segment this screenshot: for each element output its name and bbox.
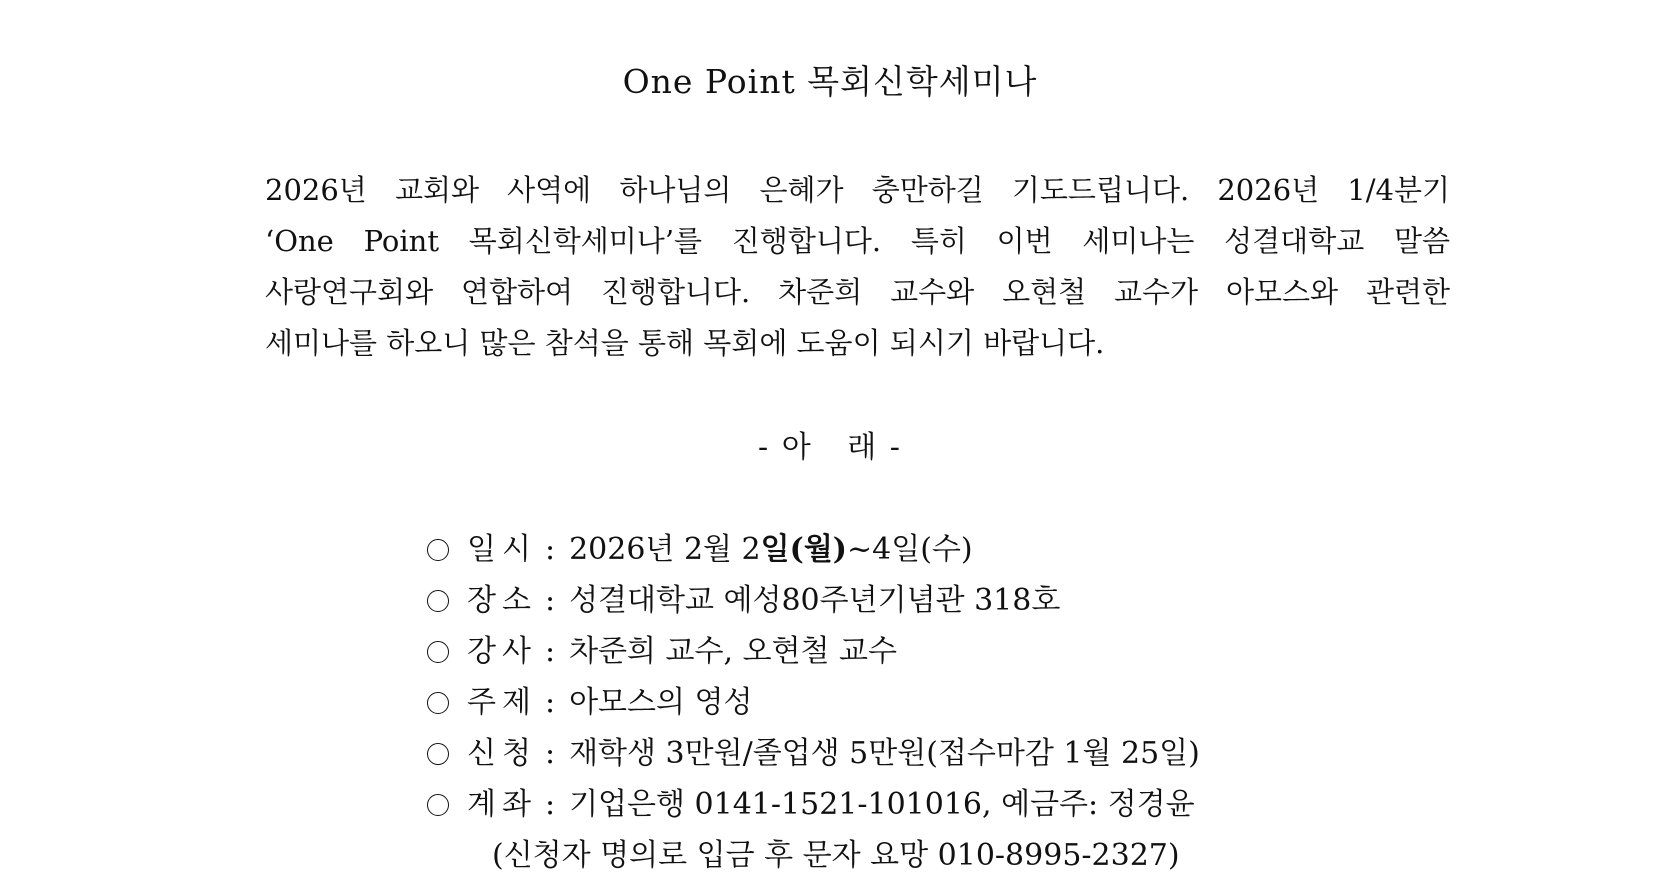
detail-row-speakers: [427, 626, 1200, 677]
detail-separator: :: [544, 685, 556, 720]
details-list: [427, 524, 1200, 881]
detail-row-date: [427, 524, 1200, 575]
intro-line: 2026년 교회와 사역에 하나님의 은혜가 충만하길 기도드립니다. 2026년 1/4분기: [265, 173, 1450, 207]
detail-value: 차준희 교수, 오현철 교수: [569, 634, 898, 669]
detail-row-registration: [427, 728, 1200, 779]
detail-separator: :: [544, 736, 556, 771]
intro-paragraph: [265, 165, 1450, 369]
detail-value: 재학생 3만원/졸업생 5만원(접수마감 1월 25일): [569, 736, 1200, 771]
circle-bullet-icon: [427, 743, 449, 765]
intro-line: 사랑연구회와 연합하여 진행합니다. 차준희 교수와 오현철 교수가 아모스와 관련한: [265, 275, 1450, 309]
detail-label: 신청: [467, 736, 537, 771]
detail-value: 기업은행 0141-1521-101016, 예금주: 정경윤: [569, 787, 1195, 822]
detail-value-suffix: ~4일(수): [847, 532, 973, 567]
detail-row-place: [427, 575, 1200, 626]
detail-row-account: [427, 779, 1200, 830]
circle-bullet-icon: [427, 692, 449, 714]
detail-value: 아모스의 영성: [569, 685, 753, 720]
circle-bullet-icon: [427, 590, 449, 612]
detail-label: 일시: [467, 532, 537, 567]
detail-label: 강사: [467, 634, 537, 669]
detail-label: 주제: [467, 685, 537, 720]
detail-label: 계좌: [467, 787, 537, 822]
detail-separator: :: [544, 787, 556, 822]
intro-line: 세미나를 하오니 많은 참석을 통해 목회에 도움이 되시기 바랍니다.: [265, 326, 1105, 360]
circle-bullet-icon: [427, 641, 449, 663]
intro-line: ‘One Point 목회신학세미나’를 진행합니다. 특히 이번 세미나는 성결대학교 말씀: [265, 224, 1450, 258]
detail-value: 2026년 2월 2: [569, 532, 761, 567]
account-note: (신청자 명의로 입금 후 문자 요망 010-8995-2327): [492, 838, 1180, 873]
circle-bullet-icon: [427, 794, 449, 816]
detail-separator: :: [544, 532, 556, 567]
detail-separator: :: [544, 634, 556, 669]
detail-label: 장소: [467, 583, 537, 618]
circle-bullet-icon: [427, 539, 449, 561]
document-title: One Point 목회신학세미나: [622, 62, 1038, 101]
notice-heading: - 아 래 -: [758, 430, 902, 465]
detail-row-topic: [427, 677, 1200, 728]
detail-value-bold: 일(월): [760, 532, 847, 567]
detail-separator: :: [544, 583, 556, 618]
detail-value: 성결대학교 예성80주년기념관 318호: [569, 583, 1061, 618]
